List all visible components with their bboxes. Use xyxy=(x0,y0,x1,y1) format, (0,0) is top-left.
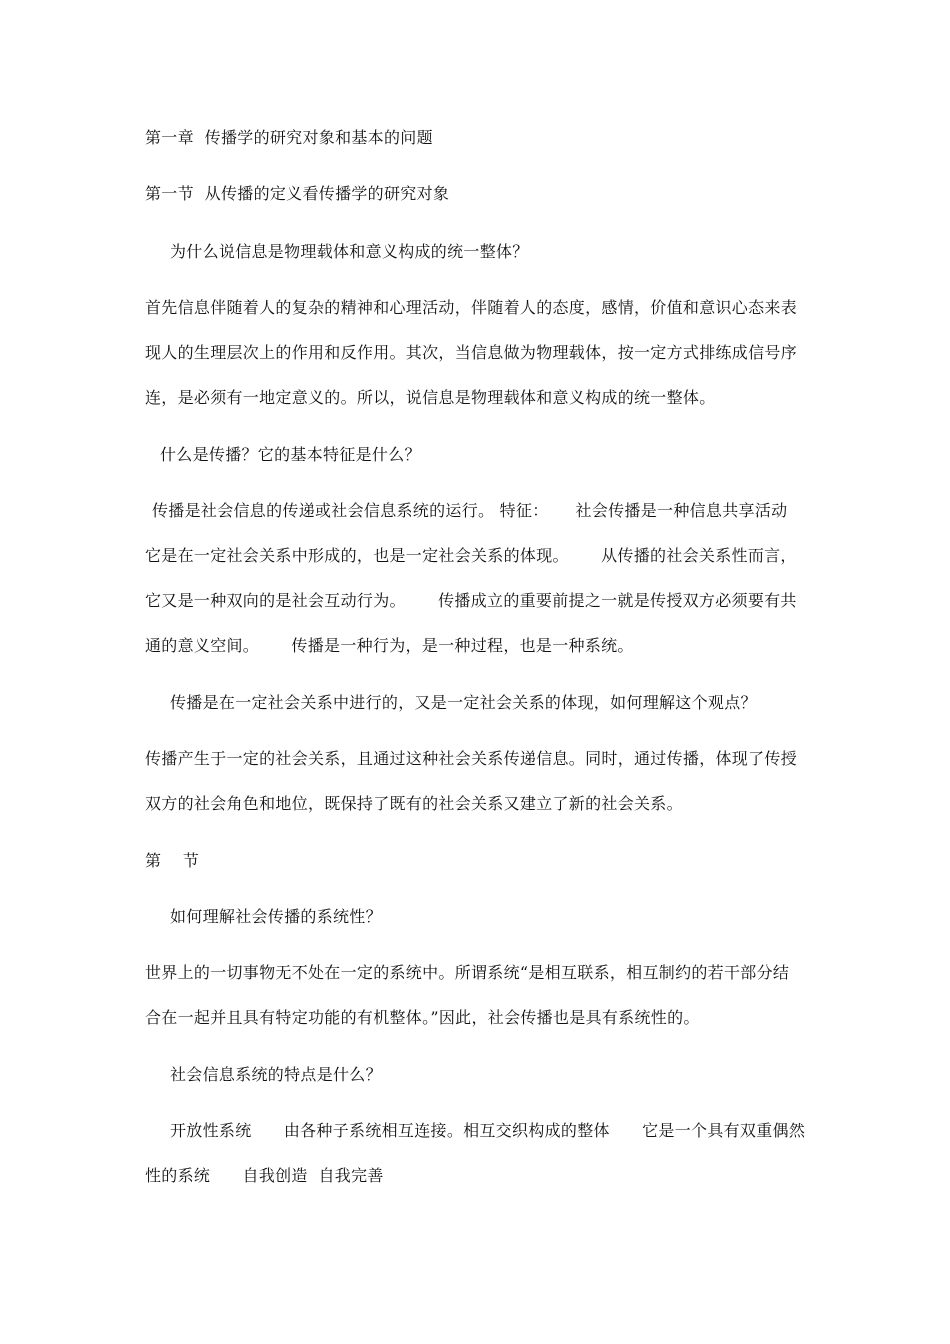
question-1: 为什么说信息是物理载体和意义构成的统一整体？ xyxy=(170,242,529,261)
answer-4-line-2: 合在一起并且具有特定功能的有机整体。”因此，社会传播也是具有系统性的。 xyxy=(145,1008,700,1027)
question-5: 社会信息系统的特点是什么？ xyxy=(170,1065,382,1084)
answer-1-line-3: 连，是必须有一地定意义的。所以，说信息是物理载体和意义构成的统一整体。 xyxy=(145,388,716,407)
question-3: 传播是在一定社会关系中进行的，又是一定社会关系的体现，如何理解这个观点？ xyxy=(170,693,757,712)
answer-2-line-4: 通的意义空间。 传播是一种行为，是一种过程，也是一种系统。 xyxy=(145,636,634,655)
section-title-1: 第一节 从传播的定义看传播学的研究对象 xyxy=(145,184,450,203)
answer-4-line-1: 世界上的一切事物无不处在一定的系统中。所谓系统“是相互联系，相互制约的若干部分结 xyxy=(145,963,790,982)
question-4: 如何理解社会传播的系统性？ xyxy=(170,907,382,926)
chapter-title: 第一章 传播学的研究对象和基本的问题 xyxy=(145,128,433,147)
answer-3-line-2: 双方的社会角色和地位，既保持了既有的社会关系又建立了新的社会关系。 xyxy=(145,794,683,813)
answer-2-line-3: 它又是一种双向的是社会互动行为。 传播成立的重要前提之一就是传授双方必须要有共 xyxy=(145,591,797,610)
answer-2-line-1: 传播是社会信息的传递或社会信息系统的运行。 特征： 社会传播是一种信息共享活动 xyxy=(152,501,788,520)
answer-1-line-2: 现人的生理层次上的作用和反作用。其次，当信息做为物理载体，按一定方式排练成信号序 xyxy=(145,343,798,362)
answer-5-line-2: 性的系统 自我创造 自我完善 xyxy=(145,1166,384,1185)
section-title-2: 第 节 xyxy=(145,851,200,870)
answer-5-line-1: 开放性系统 由各种子系统相互连接。相互交织构成的整体 它是一个具有双重偶然 xyxy=(170,1121,806,1140)
answer-3-line-1: 传播产生于一定的社会关系，且通过这种社会关系传递信息。同时，通过传播，体现了传授 xyxy=(145,749,798,768)
question-2: 什么是传播？它的基本特征是什么？ xyxy=(160,445,421,464)
answer-1-line-1: 首先信息伴随着人的复杂的精神和心理活动，伴随着人的态度，感情，价值和意识心态来表 xyxy=(145,298,798,317)
answer-2-line-2: 它是在一定社会关系中形成的，也是一定社会关系的体现。 从传播的社会关系性而言， xyxy=(145,546,797,565)
